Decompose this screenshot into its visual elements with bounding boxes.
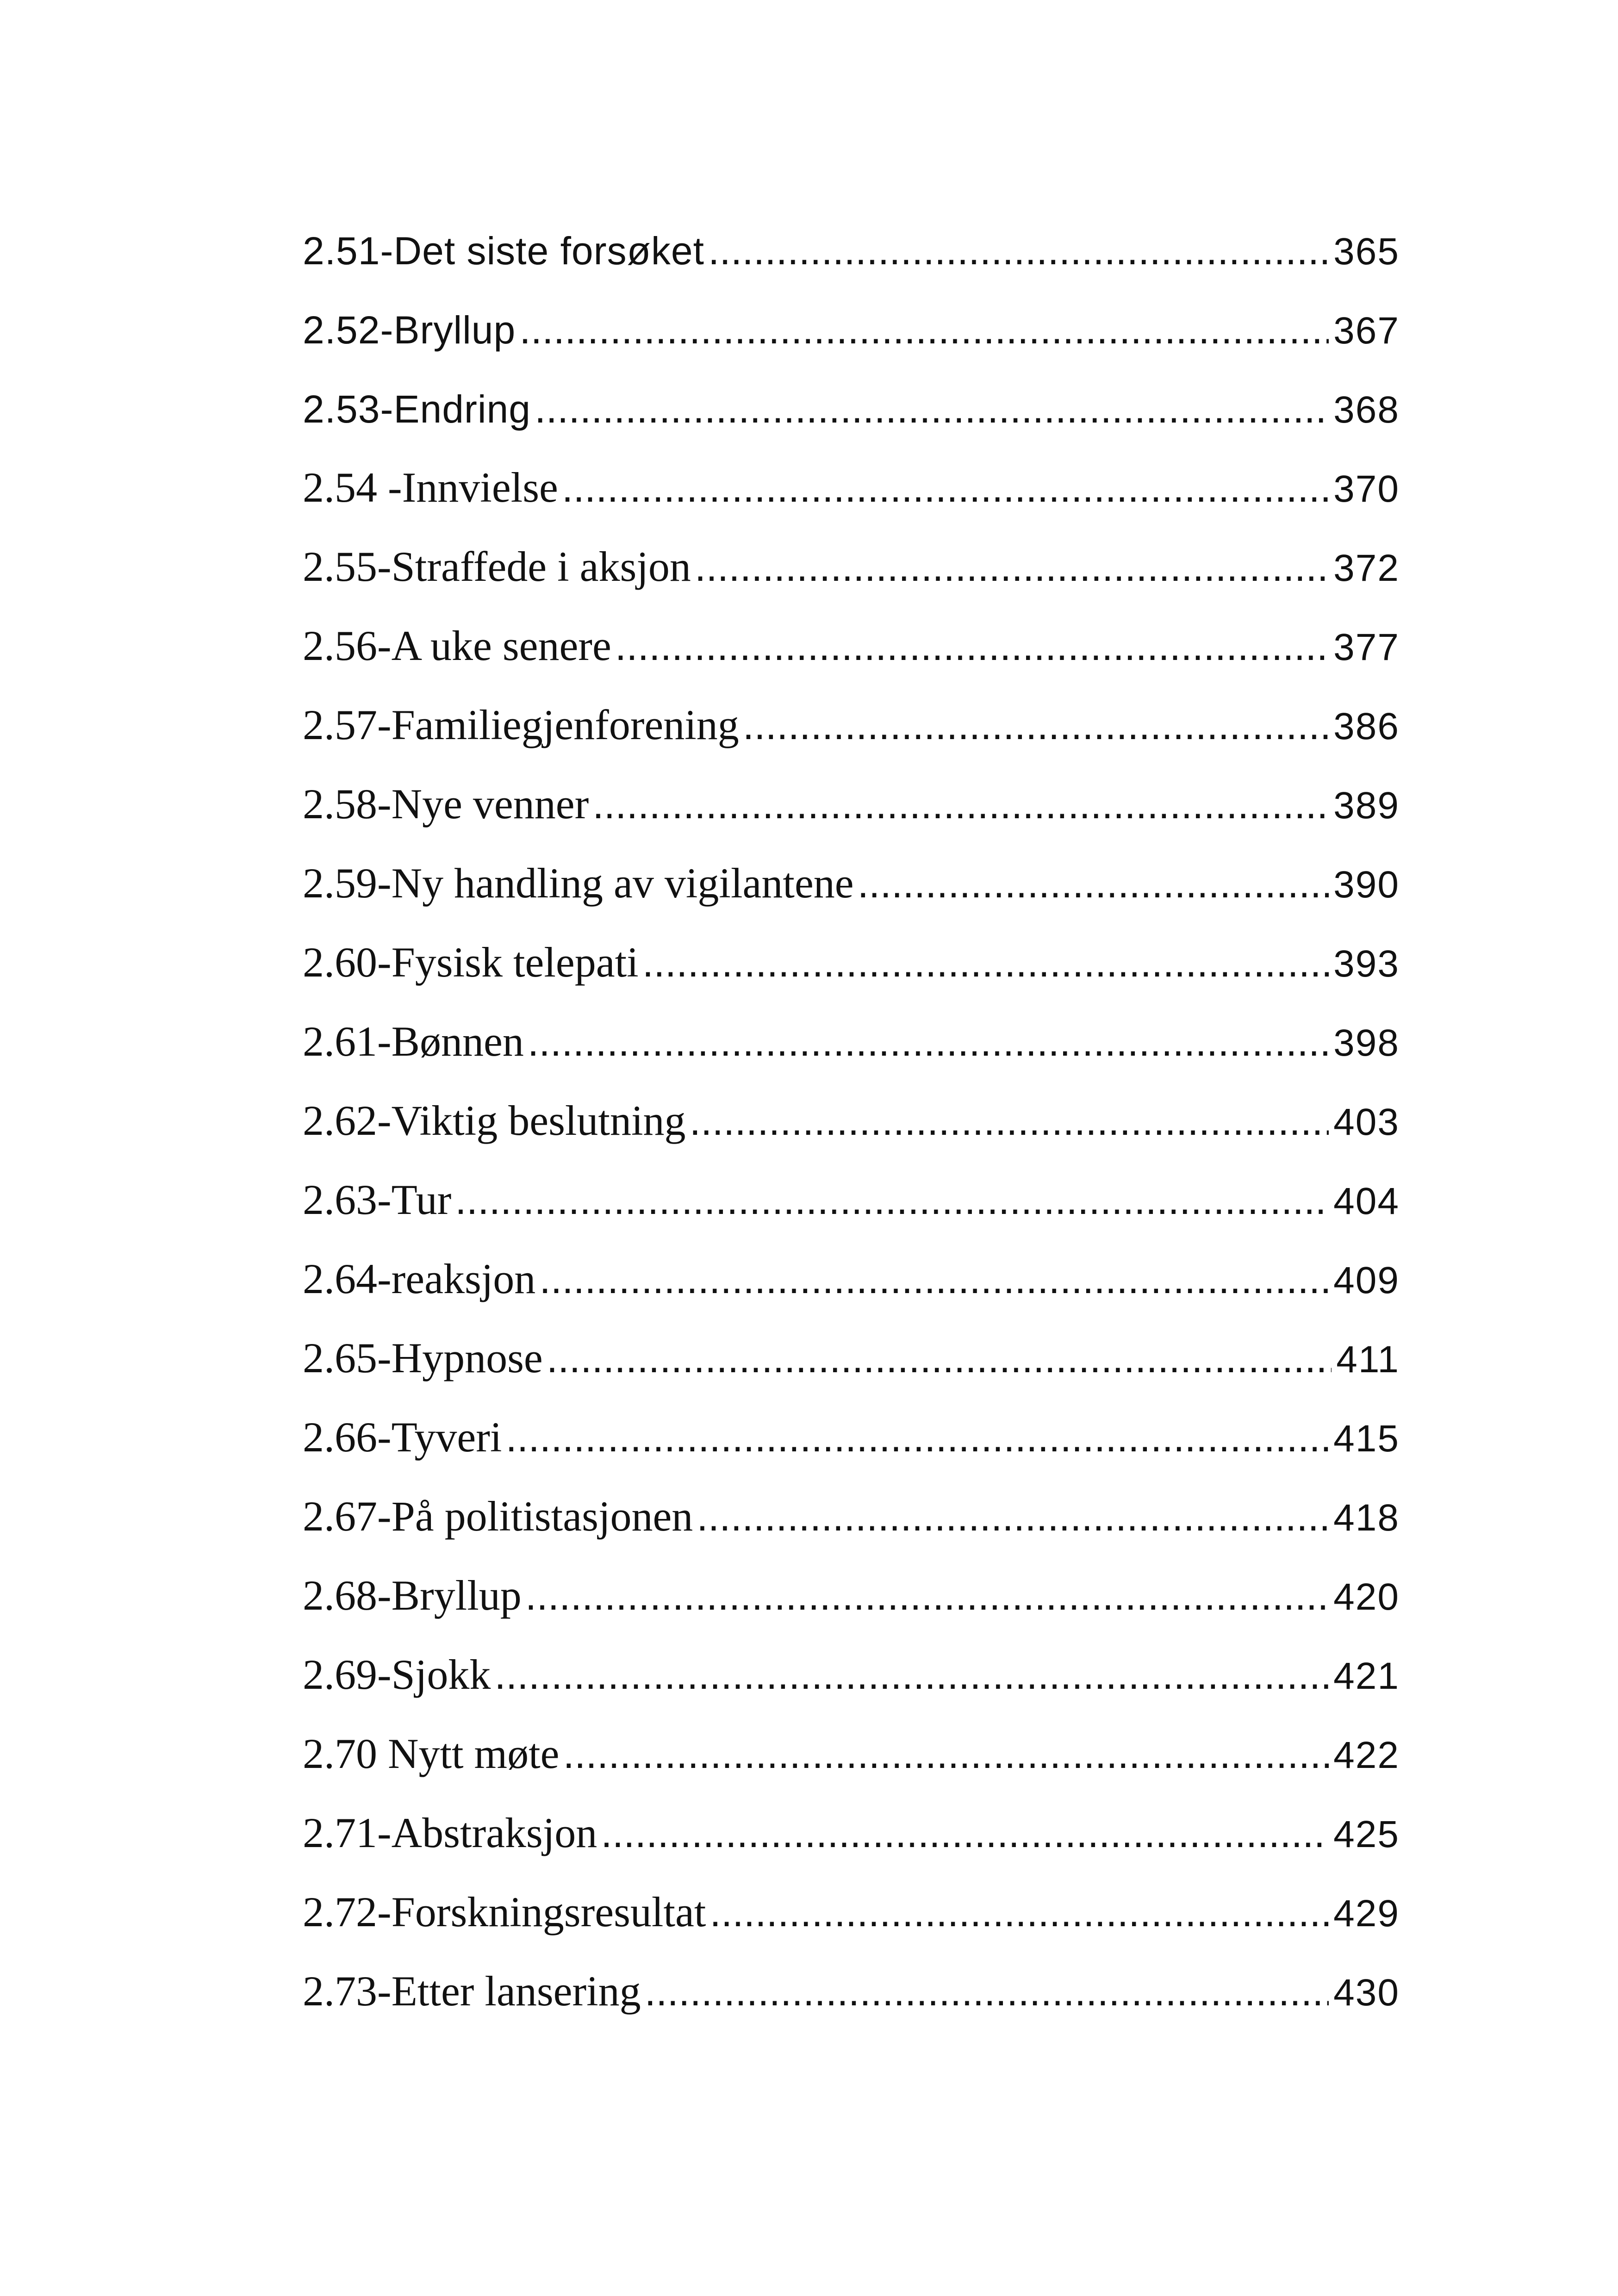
toc-entry[interactable]	[303, 1160, 1400, 1239]
toc-entry[interactable]	[303, 1002, 1400, 1081]
toc-entry[interactable]	[303, 765, 1400, 844]
toc-entry-page: 370	[1333, 468, 1400, 510]
toc-entry[interactable]	[303, 1793, 1400, 1873]
toc-entry[interactable]	[303, 1952, 1400, 2031]
toc-entry[interactable]	[303, 211, 1400, 290]
toc-entry[interactable]	[303, 1556, 1400, 1635]
toc-dot-leader	[708, 211, 1329, 291]
toc-entry[interactable]	[303, 606, 1400, 685]
toc-entry-title: 2.67-På politistasjonen	[303, 1493, 693, 1540]
toc-dot-leader	[601, 1793, 1329, 1873]
toc-dot-leader	[563, 1714, 1329, 1794]
toc-entry[interactable]	[303, 1873, 1400, 1952]
toc-entry-title: 2.62-Viktig beslutning	[303, 1097, 686, 1144]
toc-dot-leader	[525, 1556, 1329, 1636]
toc-entry-title: 2.61-Bønnen	[303, 1018, 524, 1065]
toc-entry-page: 393	[1333, 943, 1400, 985]
toc-entry[interactable]	[303, 844, 1400, 923]
toc-entry-title: 2.60-Fysisk telepati	[303, 939, 639, 986]
toc-entry-page: 420	[1333, 1576, 1400, 1618]
toc-entry[interactable]	[303, 1477, 1400, 1556]
toc-entry-page: 430	[1333, 1972, 1400, 2014]
toc-entry-page: 418	[1333, 1497, 1400, 1539]
toc-dot-leader	[709, 1873, 1329, 1953]
toc-entry-page: 368	[1333, 389, 1400, 431]
toc-entry-page: 411	[1336, 1338, 1400, 1381]
toc-entry[interactable]	[303, 1319, 1400, 1398]
table-of-contents	[303, 211, 1400, 2031]
toc-entry-title: 2.70 Nytt møte	[303, 1730, 560, 1777]
toc-dot-leader	[592, 765, 1329, 845]
toc-entry[interactable]	[303, 448, 1400, 527]
toc-entry-page: 389	[1333, 784, 1400, 827]
toc-dot-leader	[494, 1635, 1329, 1715]
toc-entry-title: 2.66-Tyveri	[303, 1413, 502, 1461]
toc-dot-leader	[519, 290, 1329, 370]
toc-entry[interactable]	[303, 1239, 1400, 1319]
toc-entry-title: 2.65-Hypnose	[303, 1334, 543, 1381]
toc-entry-title: 2.64-reaksjon	[303, 1255, 536, 1302]
toc-entry[interactable]	[303, 1398, 1400, 1477]
toc-dot-leader	[690, 1081, 1329, 1161]
toc-dot-leader	[528, 1002, 1329, 1082]
toc-entry[interactable]	[303, 290, 1400, 369]
toc-entry-page: 386	[1333, 705, 1400, 747]
toc-entry-title: 2.54 -Innvielse	[303, 464, 558, 511]
toc-dot-leader	[505, 1398, 1329, 1478]
toc-entry[interactable]	[303, 369, 1400, 448]
toc-entry-title: 2.71-Abstraksjon	[303, 1809, 597, 1856]
toc-entry-page: 390	[1333, 864, 1400, 906]
toc-entry-title: 2.59-Ny handling av vigilantene	[303, 859, 854, 907]
toc-dot-leader	[645, 1952, 1329, 2032]
toc-entry-page: 367	[1333, 310, 1400, 352]
toc-entry[interactable]	[303, 1714, 1400, 1793]
toc-entry-page: 398	[1333, 1022, 1400, 1064]
toc-entry-page: 372	[1333, 547, 1400, 589]
toc-dot-leader	[697, 1477, 1329, 1557]
toc-entry-title: 2.51-Det siste forsøket	[303, 229, 704, 273]
toc-dot-leader	[539, 1239, 1329, 1319]
toc-entry-title: 2.68-Bryllup	[303, 1572, 522, 1619]
toc-entry-title: 2.73-Etter lansering	[303, 1967, 641, 2015]
toc-entry-title: 2.57-Familiegjenforening	[303, 701, 739, 748]
toc-entry-page: 429	[1333, 1892, 1400, 1935]
toc-entry[interactable]	[303, 1635, 1400, 1714]
toc-entry-title: 2.53-Endring	[303, 387, 531, 431]
toc-dot-leader	[615, 606, 1329, 686]
toc-entry-page: 404	[1333, 1180, 1400, 1222]
toc-entry-title: 2.55-Straffede i aksjon	[303, 543, 691, 590]
toc-entry-page: 422	[1333, 1734, 1400, 1776]
toc-entry-title: 2.58-Nye venner	[303, 780, 589, 828]
toc-dot-leader	[642, 923, 1329, 1003]
toc-entry-title: 2.69-Sjokk	[303, 1651, 491, 1698]
toc-dot-leader	[455, 1160, 1329, 1240]
toc-entry-page: 365	[1333, 230, 1400, 273]
toc-entry-page: 425	[1333, 1813, 1400, 1855]
toc-entry-page: 377	[1333, 626, 1400, 668]
toc-dot-leader	[547, 1319, 1332, 1399]
toc-entry[interactable]	[303, 1081, 1400, 1160]
toc-entry-page: 421	[1333, 1655, 1400, 1697]
toc-entry[interactable]	[303, 527, 1400, 606]
toc-dot-leader	[535, 369, 1329, 449]
toc-entry-title: 2.72-Forskningsresultat	[303, 1888, 706, 1935]
toc-entry-title: 2.56-A uke senere	[303, 622, 611, 669]
toc-dot-leader	[743, 685, 1329, 765]
toc-entry-page: 403	[1333, 1101, 1400, 1143]
toc-dot-leader	[562, 448, 1329, 528]
toc-dot-leader	[858, 844, 1329, 924]
toc-entry-page: 409	[1333, 1259, 1400, 1301]
toc-dot-leader	[695, 527, 1329, 607]
toc-entry-title: 2.63-Tur	[303, 1176, 452, 1223]
toc-entry-page: 415	[1333, 1418, 1400, 1460]
toc-entry-title: 2.52-Bryllup	[303, 308, 516, 352]
toc-entry[interactable]	[303, 923, 1400, 1002]
toc-entry[interactable]	[303, 685, 1400, 765]
